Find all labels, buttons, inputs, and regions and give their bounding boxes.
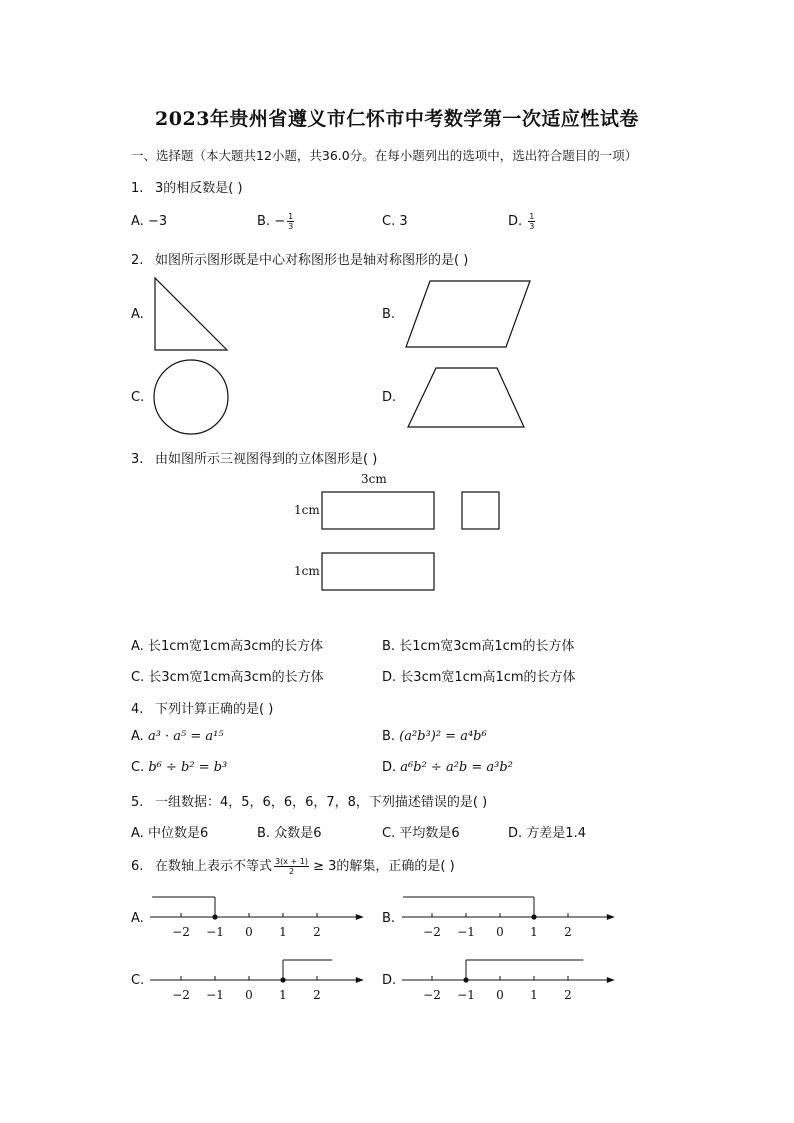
q3-option-d	[382, 666, 576, 685]
q4-option-c	[131, 760, 227, 775]
front-view-rect	[322, 492, 434, 529]
question-3-stem	[131, 448, 377, 467]
q3-option-b	[382, 635, 574, 654]
fraction-denominator: 3	[288, 222, 294, 231]
tick-label: −2	[172, 925, 190, 939]
option-text: b⁶ ÷ b² = b³	[148, 760, 228, 775]
option-label: D.	[382, 670, 397, 685]
option-text: 长3cm宽1cm高3cm的长方体	[148, 670, 324, 685]
tick-label: 1	[530, 988, 538, 1002]
tick-label: −2	[423, 988, 441, 1002]
q6-option-a-label: A.	[131, 911, 144, 926]
arrow-icon	[356, 914, 364, 920]
option-label: A.	[131, 729, 144, 744]
option-label: B.	[382, 729, 396, 744]
q4-option-b	[382, 729, 487, 744]
option-label: C.	[131, 670, 145, 685]
tick-label: −2	[423, 925, 441, 939]
option-label: C.	[382, 826, 396, 841]
question-text: 3的相反数是( )	[155, 181, 243, 196]
question-number: 2.	[131, 253, 144, 268]
tick-label: −1	[457, 988, 475, 1002]
option-text: 众数是6	[274, 826, 322, 841]
q6-option-b-label: B.	[382, 911, 396, 926]
option-text: 长1cm宽3cm高1cm的长方体	[399, 639, 575, 654]
option-text: a⁶b² ÷ a²b = a³b²	[400, 760, 513, 775]
option-label: C.	[131, 760, 145, 775]
trapezoid-shape	[408, 368, 524, 427]
option-label: C.	[382, 214, 396, 229]
tick-label: 0	[496, 988, 504, 1002]
three-views-figure	[0, 480, 794, 600]
solid-point	[280, 977, 285, 982]
q6-option-d-label: D.	[382, 973, 397, 988]
option-text: a³ · a⁵ = a¹⁵	[147, 729, 224, 744]
tick-label: 1	[279, 925, 287, 939]
arrow-icon	[607, 977, 615, 983]
question-number: 4.	[131, 702, 144, 717]
tick-label: −1	[457, 925, 475, 939]
q5-option-a	[131, 822, 208, 841]
solid-point	[212, 914, 217, 919]
side-view-square	[462, 492, 499, 529]
view-label-1cm-front: 1cm	[294, 503, 320, 517]
tick-label: −1	[206, 925, 224, 939]
tick-label: 2	[564, 988, 572, 1002]
circle-shape	[154, 360, 228, 434]
option-label: A.	[131, 639, 144, 654]
fraction-numerator: 1	[529, 212, 535, 221]
solid-point	[531, 914, 536, 919]
view-label-1cm-top: 1cm	[294, 564, 320, 578]
option-label: B.	[382, 639, 396, 654]
inequality-fraction	[274, 857, 309, 876]
option-label: B.	[257, 826, 271, 841]
question-number: 5.	[131, 795, 144, 810]
question-text: 下列计算正确的是( )	[155, 702, 274, 717]
fraction-numerator: 1	[288, 212, 294, 221]
tick-label: 2	[564, 925, 572, 939]
tick-label: 0	[245, 925, 253, 939]
question-text: 如图所示图形既是中心对称图形也是轴对称图形的是( )	[155, 253, 469, 268]
arrow-icon	[356, 977, 364, 983]
question-4-stem	[131, 698, 273, 717]
q4-option-a	[131, 729, 224, 744]
option-label: D.	[382, 760, 397, 775]
tick-label: 1	[530, 925, 538, 939]
tick-label: −1	[206, 988, 224, 1002]
q5-option-c	[382, 822, 460, 841]
question-text: 一组数据：4，5，6，6，6，7，8，下列描述错误的是( )	[155, 795, 488, 810]
option-text: 长1cm宽1cm高3cm的长方体	[147, 639, 324, 654]
question-text: 由如图所示三视图得到的立体图形是( )	[155, 452, 378, 467]
option-text: −3	[147, 214, 168, 229]
tick-label: 1	[279, 988, 287, 1002]
option-text: 中位数是6	[147, 826, 209, 841]
q4-option-d	[382, 760, 513, 775]
q5-option-d	[508, 822, 586, 841]
tick-label: −2	[172, 988, 190, 1002]
arrow-icon	[607, 914, 615, 920]
question-5-stem	[131, 791, 487, 810]
option-label: B.	[257, 214, 271, 229]
q5-option-b	[257, 822, 321, 841]
right-triangle-shape	[155, 278, 227, 350]
option-text: 方差是1.4	[526, 826, 586, 841]
parallelogram-shape	[406, 281, 530, 347]
q2-option-c-label: C.	[131, 390, 145, 405]
q2-option-b-label: B.	[382, 307, 396, 322]
option-text: (a²b³)² = a⁴b⁶	[399, 729, 487, 744]
q2-option-a-label: A.	[131, 307, 144, 322]
option-label: D.	[508, 214, 523, 229]
question-text: 在数轴上表示不等式	[155, 859, 273, 874]
option-label: A.	[131, 214, 144, 229]
view-label-3cm: 3cm	[361, 472, 387, 486]
q2-shapes	[0, 0, 794, 440]
number-line-figures	[0, 880, 794, 1010]
option-label: D.	[508, 826, 523, 841]
question-number: 1.	[131, 181, 144, 196]
fraction-denominator: 2	[288, 867, 295, 876]
section-heading: 一、选择题（本大题共12小题，共36.0分。在每小题列出的选项中，选出符合题目的一项）	[131, 148, 638, 163]
option-label: A.	[131, 826, 144, 841]
q3-option-a	[131, 635, 323, 654]
question-number: 6.	[131, 859, 144, 874]
option-text: 长3cm宽1cm高1cm的长方体	[400, 670, 576, 685]
option-text: −	[274, 214, 286, 229]
option-text: 平均数是6	[399, 826, 460, 841]
top-view-rect	[322, 553, 434, 590]
q6-option-c-label: C.	[131, 973, 145, 988]
question-6-stem	[131, 855, 455, 876]
question-text-tail: ≥ 3的解集，正确的是( )	[308, 859, 455, 874]
tick-label: 0	[245, 988, 253, 1002]
q2-option-d-label: D.	[382, 390, 397, 405]
tick-label: 2	[313, 925, 321, 939]
question-number: 3.	[131, 452, 144, 467]
page-title: 2023年贵州省遵义市仁怀市中考数学第一次适应性试卷	[155, 108, 639, 130]
q3-option-c	[131, 666, 324, 685]
fraction-numerator: 3(x + 1)	[275, 857, 308, 866]
option-text: 3	[399, 214, 408, 229]
tick-label: 0	[496, 925, 504, 939]
fraction-denominator: 3	[529, 222, 535, 231]
solid-point	[463, 977, 468, 982]
tick-label: 2	[313, 988, 321, 1002]
